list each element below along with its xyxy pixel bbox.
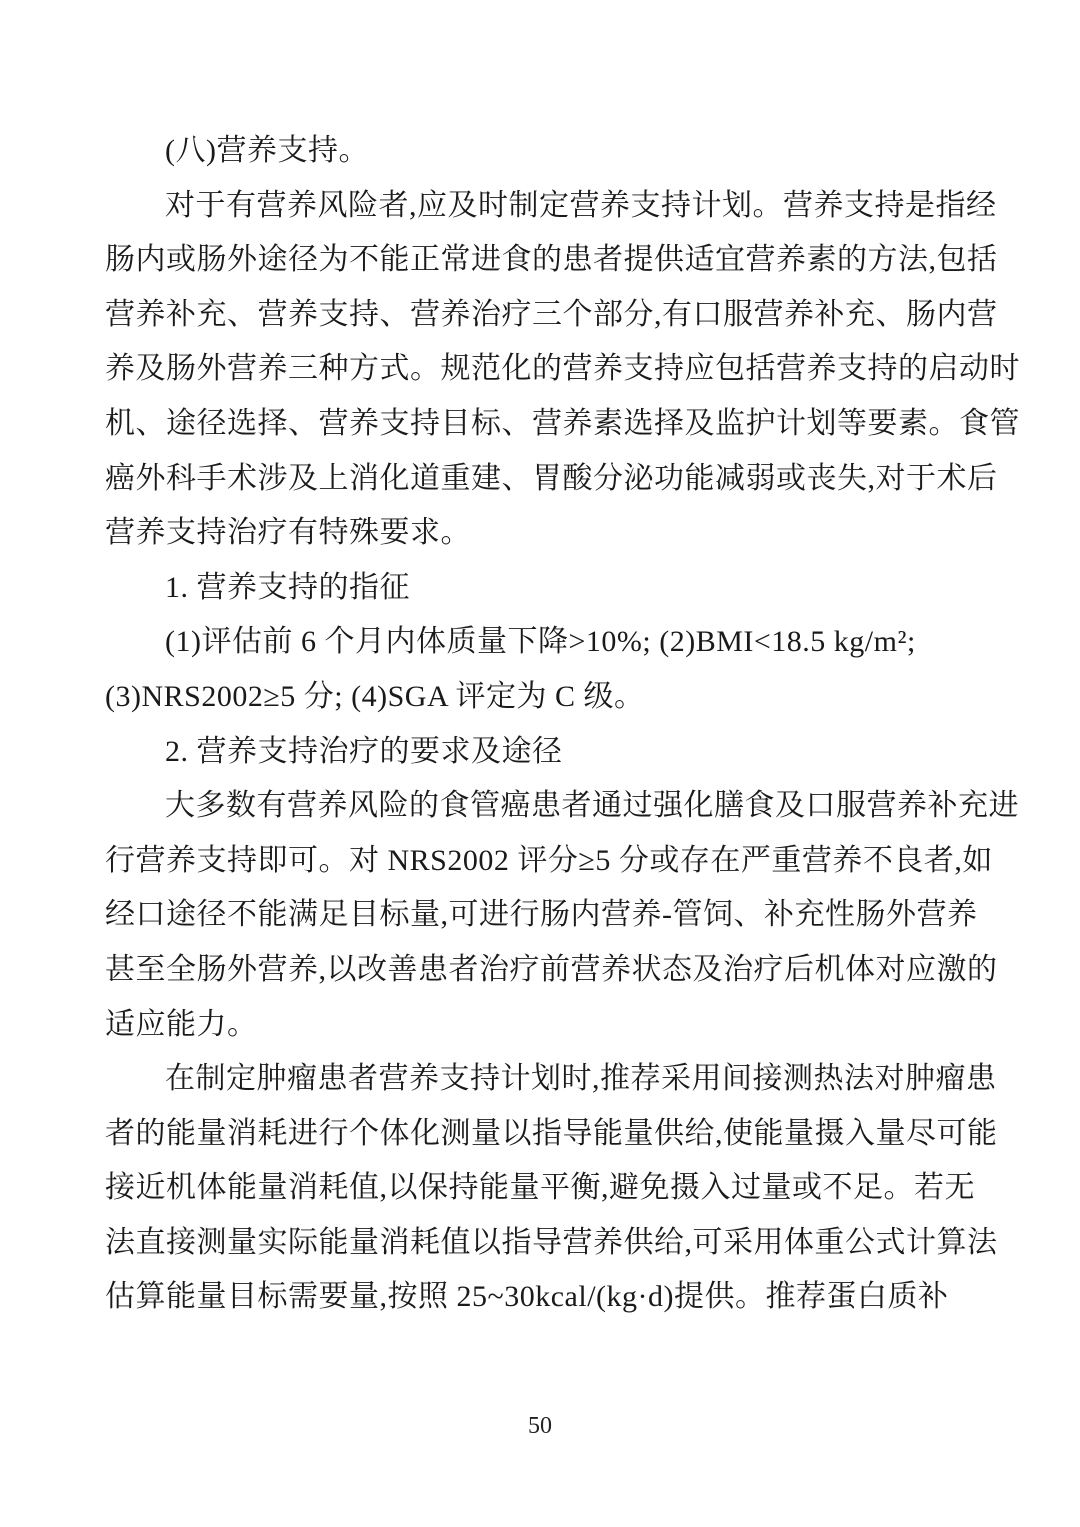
text-line: 适应能力。 [105, 1007, 258, 1041]
text-line: 估算能量目标需要量,按照 25~30kcal/(kg·d)提供。推荐蛋白质补 [105, 1280, 949, 1314]
subsection-heading-1: 1. 营养支持的指征 [165, 570, 410, 604]
text-line: 癌外科手术涉及上消化道重建、胃酸分泌功能减弱或丧失,对于术后 [105, 461, 998, 495]
subsection-heading-2: 2. 营养支持治疗的要求及途径 [165, 734, 563, 768]
text-line: 大多数有营养风险的食管癌患者通过强化膳食及口服营养补充进 [165, 789, 1019, 823]
text-line: 行营养支持即可。对 NRS2002 评分≥5 分或存在严重营养不良者,如 [105, 843, 993, 877]
page-number: 50 [528, 1413, 552, 1439]
text-line: 者的能量消耗进行个体化测量以指导能量供给,使能量摄入量尽可能 [105, 1116, 998, 1150]
text-line: 甚至全肠外营养,以改善患者治疗前营养状态及治疗后机体对应激的 [105, 952, 998, 986]
text-line: 经口途径不能满足目标量,可进行肠内营养-管饲、补充性肠外营养 [105, 898, 978, 932]
text-line: 对于有营养风险者,应及时制定营养支持计划。营养支持是指经 [165, 188, 997, 222]
text-line: 在制定肿瘤患者营养支持计划时,推荐采用间接测热法对肿瘤患 [165, 1062, 997, 1096]
text-line: 法直接测量实际能量消耗值以指导营养供给,可采用体重公式计算法 [105, 1225, 998, 1259]
text-line: 肠内或肠外途径为不能正常进食的患者提供适宜营养素的方法,包括 [105, 243, 998, 277]
text-line: 机、途径选择、营养支持目标、营养素选择及监护计划等要素。食管 [105, 406, 1020, 440]
document-body [105, 124, 1020, 1325]
section-heading: (八)营养支持。 [165, 134, 369, 167]
text-line: 营养支持治疗有特殊要求。 [105, 516, 471, 550]
text-line: 接近机体能量消耗值,以保持能量平衡,避免摄入过量或不足。若无 [105, 1171, 975, 1205]
text-line: (1)评估前 6 个月内体质量下降>10%; (2)BMI<18.5 kg/m²; [165, 625, 916, 659]
text-line: 养及肠外营养三种方式。规范化的营养支持应包括营养支持的启动时 [105, 352, 1020, 386]
text-line: 营养补充、营养支持、营养治疗三个部分,有口服营养补充、肠内营 [105, 297, 998, 331]
text-line: (3)NRS2002≥5 分; (4)SGA 评定为 C 级。 [105, 679, 645, 713]
